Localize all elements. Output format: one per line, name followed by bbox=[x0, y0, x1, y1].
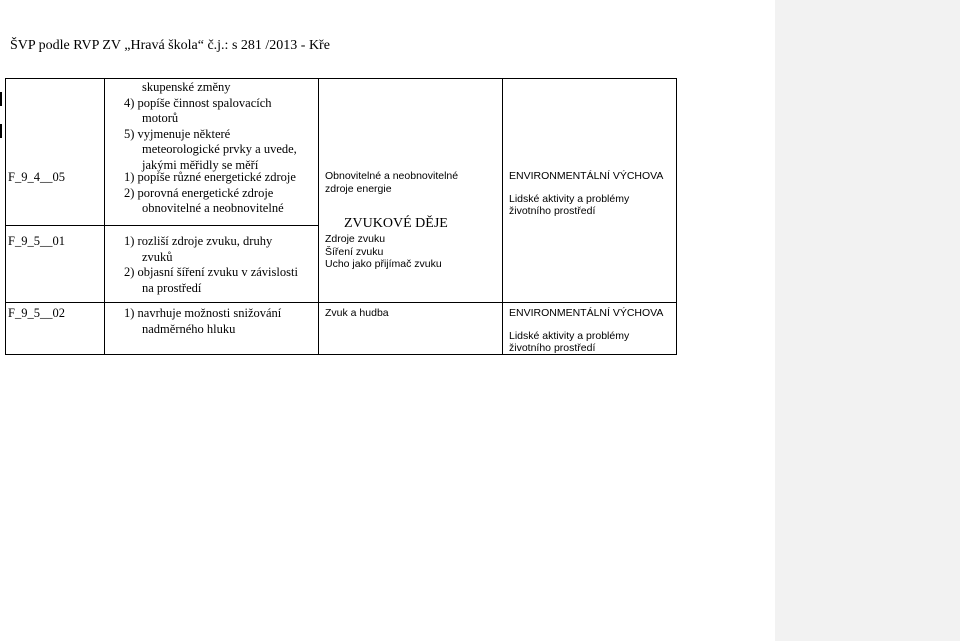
content-line: Zdroje zvuku bbox=[325, 233, 386, 245]
row-code: F_9_4__05 bbox=[8, 170, 65, 184]
table-column-line bbox=[104, 78, 105, 355]
outcome-line: skupenské změny bbox=[142, 80, 231, 94]
outcome-line: jakými měřidly se měří bbox=[142, 157, 259, 172]
section-title: ZVUKOVÉ DĚJE bbox=[344, 216, 448, 231]
content-line: zdroje energie bbox=[325, 182, 392, 195]
content-list bbox=[325, 233, 442, 271]
row-code: F_9_5__02 bbox=[8, 306, 65, 320]
table-border-top bbox=[5, 78, 677, 79]
theme-title: ENVIRONMENTÁLNÍ VÝCHOVA bbox=[509, 170, 664, 182]
outcome-line: 1) popíše různé energetické zdroje bbox=[124, 170, 296, 184]
content-list bbox=[325, 307, 389, 320]
change-bar bbox=[0, 92, 2, 106]
cross-curricular-theme bbox=[509, 170, 663, 218]
table-row-divider bbox=[5, 225, 318, 226]
outcome-line: meteorologické prvky a uvede, bbox=[142, 142, 297, 157]
theme-line: Lidské aktivity a problémy bbox=[509, 329, 630, 342]
margin-panel bbox=[775, 0, 960, 641]
outcome-line: 4) popíše činnost spalovacích bbox=[124, 95, 272, 110]
theme-line: životního prostředí bbox=[509, 205, 596, 218]
content-line: Šíření zvuku bbox=[325, 245, 384, 258]
table-row-divider bbox=[5, 302, 677, 303]
content-line: Obnovitelné a neobnovitelné bbox=[325, 170, 459, 182]
table-column-line bbox=[676, 78, 677, 355]
theme-line: životního prostředí bbox=[509, 342, 596, 355]
outcome-line: nadměrného hluku bbox=[142, 321, 236, 336]
theme-line: Lidské aktivity a problémy bbox=[509, 192, 630, 205]
cross-curricular-theme bbox=[509, 307, 663, 355]
outcome-line: 5) vyjmenuje některé bbox=[124, 126, 231, 141]
outcome-line: zvuků bbox=[142, 249, 173, 264]
change-bar bbox=[0, 124, 2, 138]
outcome-line: 2) objasní šíření zvuku v závislosti bbox=[124, 265, 298, 280]
outcome-list bbox=[110, 80, 297, 174]
theme-title: ENVIRONMENTÁLNÍ VÝCHOVA bbox=[509, 307, 664, 319]
content-list bbox=[325, 170, 458, 195]
content-line: Ucho jako přijímač zvuku bbox=[325, 258, 442, 271]
outcome-line: 2) porovná energetické zdroje bbox=[124, 185, 274, 200]
outcome-list bbox=[110, 234, 298, 296]
content-line: Zvuk a hudba bbox=[325, 307, 389, 319]
table-column-line bbox=[318, 78, 319, 355]
row-code: F_9_5__01 bbox=[8, 234, 65, 248]
outcome-list bbox=[110, 170, 296, 217]
page-header: ŠVP podle RVP ZV „Hravá škola“ č.j.: s 281 /2013 - Kře bbox=[10, 38, 330, 53]
outcome-line: motorů bbox=[142, 111, 179, 126]
outcome-line: na prostředí bbox=[142, 280, 202, 295]
outcome-line: obnovitelné a neobnovitelné bbox=[142, 201, 284, 216]
outcome-line: 1) rozliší zdroje zvuku, druhy bbox=[124, 234, 273, 248]
table-column-line bbox=[5, 78, 6, 355]
table-column-line bbox=[502, 78, 503, 355]
outcome-line: 1) navrhuje možnosti snižování bbox=[124, 306, 282, 320]
outcome-list bbox=[110, 306, 281, 337]
